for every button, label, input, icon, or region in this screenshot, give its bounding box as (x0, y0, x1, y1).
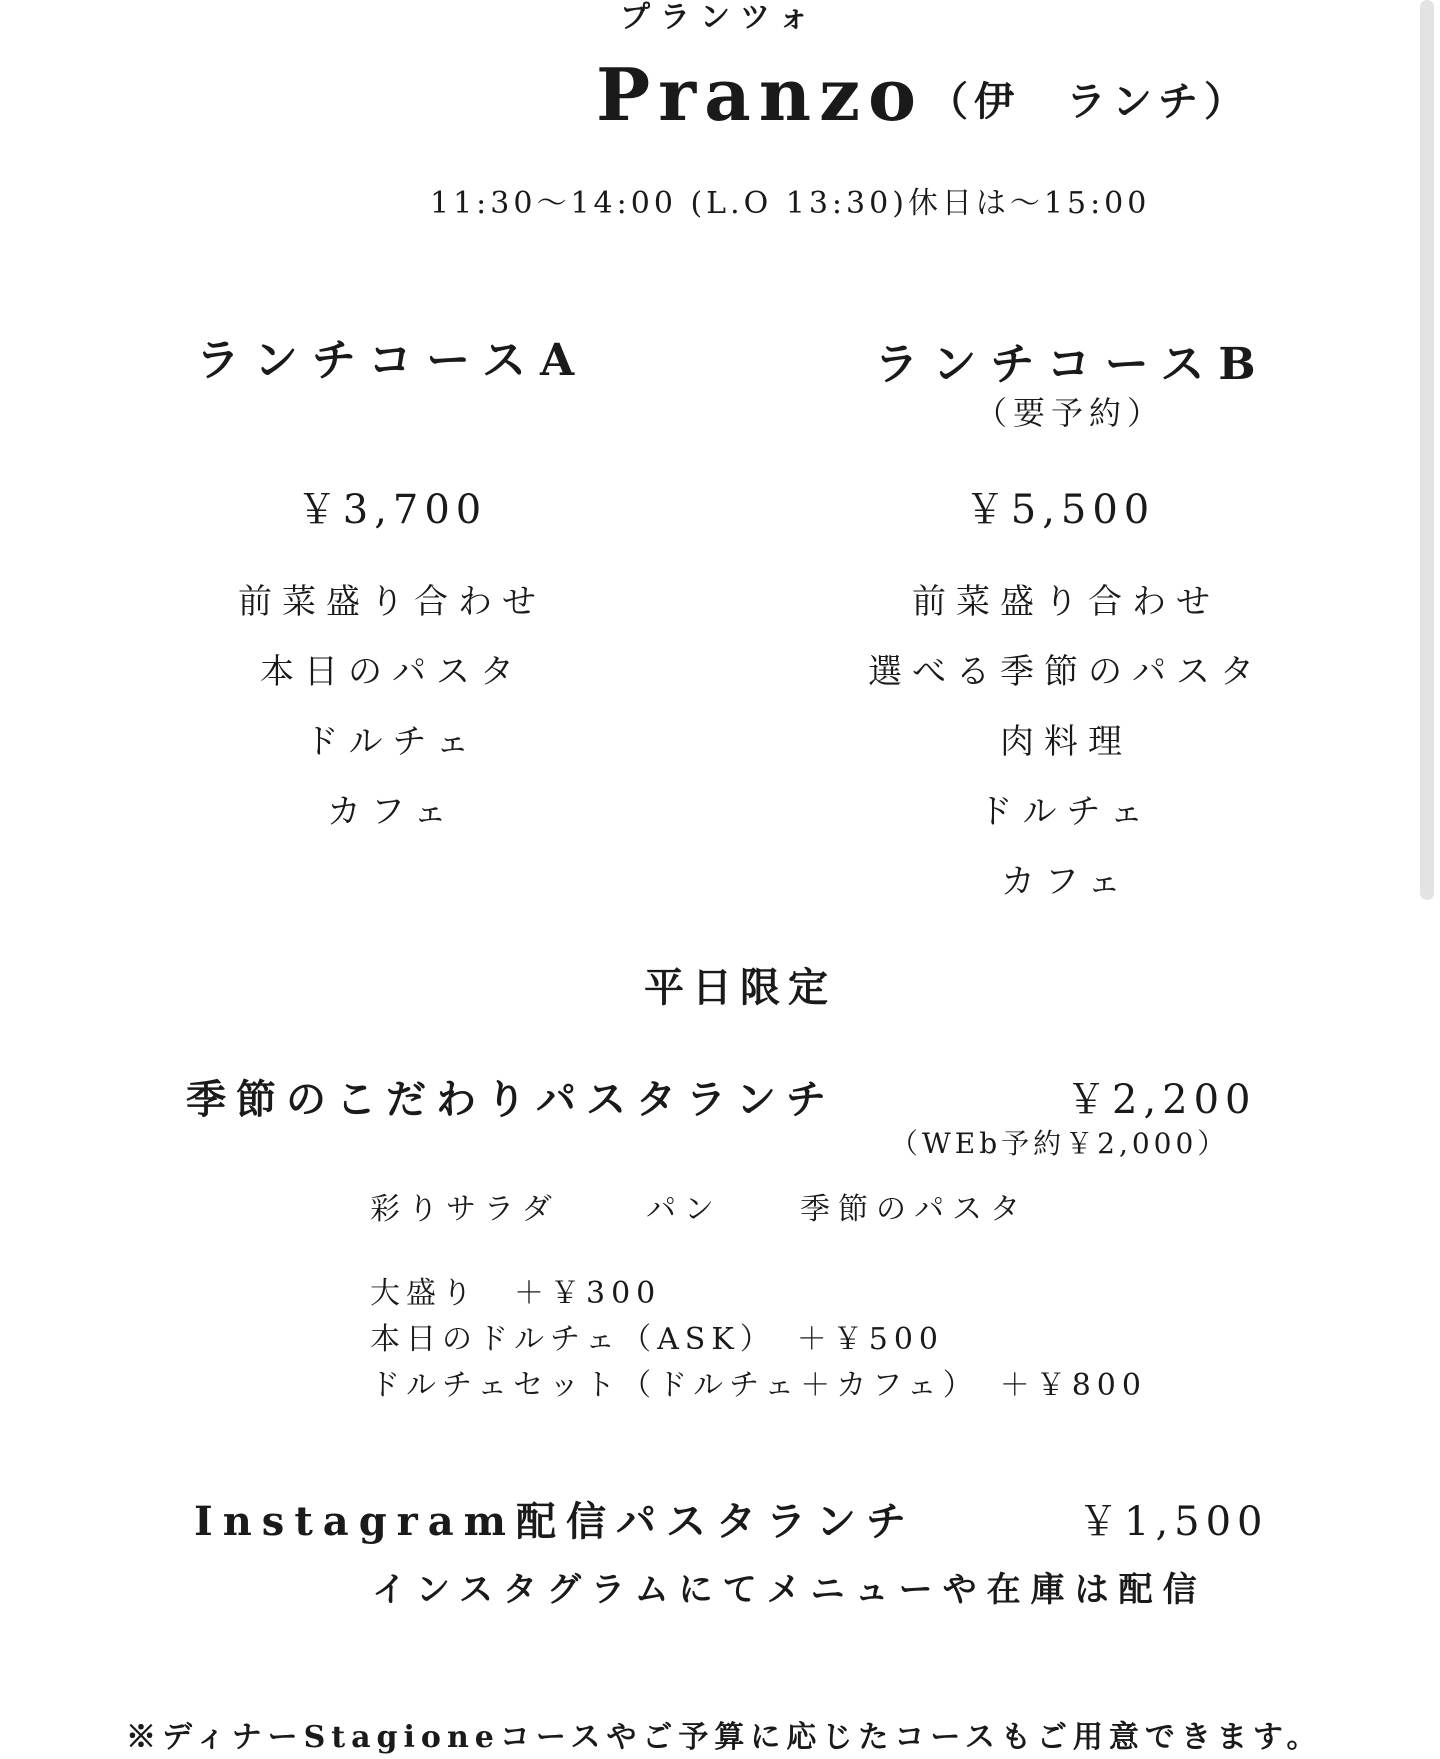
course-b-item: 肉料理 (1000, 722, 1132, 762)
weekday-option: 本日のドルチェ（ASK） ＋￥500 (370, 1322, 944, 1357)
course-b-item: カフェ (1000, 862, 1132, 902)
scrollbar[interactable] (1420, 0, 1434, 900)
course-a-item: ドルチェ (304, 722, 480, 762)
weekday-lunch-price: ￥2,200 (1066, 1077, 1257, 1123)
opening-hours: 11:30〜14:00 (L.O 13:30)休日は〜15:00 (430, 186, 1151, 221)
course-b-item: ドルチェ (978, 792, 1154, 832)
instagram-lunch-name: Instagram配信パスタランチ (194, 1498, 916, 1545)
page-title: Pranzo (596, 52, 924, 137)
course-b-item: 選べる季節のパスタ (868, 652, 1264, 692)
course-a-price: ￥3,700 (296, 487, 488, 533)
weekday-item: 季節のパスタ (800, 1192, 1028, 1227)
instagram-note: インスタグラムにてメニューや在庫は配信 (372, 1570, 1207, 1610)
course-a-item: 前菜盛り合わせ (238, 582, 546, 622)
course-a-title: ランチコースA (195, 335, 589, 386)
title-ruby: プランツォ (620, 0, 819, 35)
weekday-web-note: （WEb予約￥2,000） (890, 1127, 1230, 1160)
page-subtitle: （伊 ランチ） (928, 78, 1250, 125)
weekday-lunch-name: 季節のこだわりパスタランチ (186, 1076, 836, 1123)
weekday-option: ドルチェセット（ドルチェ＋カフェ） ＋￥800 (370, 1368, 1147, 1403)
weekday-item: パン (646, 1192, 722, 1227)
instagram-lunch-price: ￥1,500 (1078, 1499, 1269, 1545)
weekday-option: 大盛り ＋￥300 (370, 1276, 662, 1311)
weekday-label: 平日限定 (644, 964, 836, 1011)
course-b-title: ランチコースB (874, 339, 1270, 390)
course-b-note: （要予約） (974, 394, 1166, 432)
footer-note: ※ディナーStagioneコースやご予算に応じたコースもご用意できます。 (126, 1720, 1323, 1755)
weekday-item: 彩りサラダ (370, 1192, 560, 1227)
course-b-item: 前菜盛り合わせ (912, 582, 1220, 622)
course-b-price: ￥5,500 (964, 487, 1156, 533)
course-a-item: 本日のパスタ (260, 652, 524, 692)
course-a-item: カフェ (326, 792, 458, 832)
